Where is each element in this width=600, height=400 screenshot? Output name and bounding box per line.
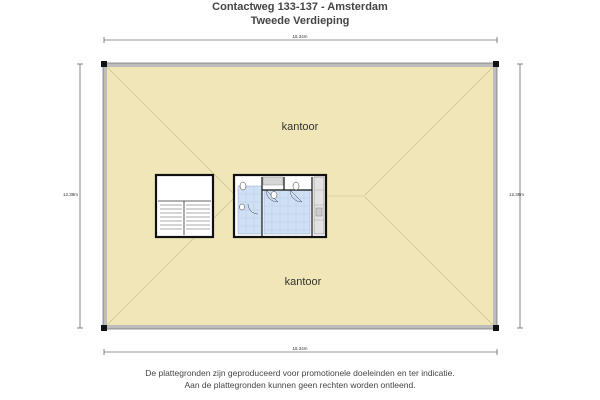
dimension-right-label: 12.39m [509, 192, 525, 197]
plan-floor-title: Tweede Verdieping [250, 15, 350, 27]
plan-address-title: Contactweg 133-137 - Amsterdam [212, 1, 388, 13]
dimension-top-label: 18.34m [292, 34, 308, 39]
dimension-right [509, 64, 524, 328]
pillar-top-left [101, 61, 107, 67]
disclaimer-line-1: De plattegronden zijn geproduceerd voor promotionele doeleinden en ter indicatie. [145, 368, 455, 378]
dimension-left-label: 12.39m [62, 192, 78, 197]
pillar-bottom-right [493, 325, 499, 331]
disclaimer-line-2: Aan de plattegronden kunnen geen rechten worden ontleend. [184, 380, 416, 390]
dimension-top [104, 34, 497, 43]
room-label-top: kantoor [281, 121, 319, 133]
dimension-left [63, 64, 83, 328]
stairwell [156, 175, 213, 237]
pillar-bottom-left [101, 325, 107, 331]
pillar-top-right [493, 61, 499, 67]
room-label-bottom: kantoor [284, 276, 322, 288]
toilet-block [234, 175, 326, 237]
dimension-bottom [104, 346, 497, 355]
dimension-bottom-label: 18.34m [292, 346, 308, 351]
